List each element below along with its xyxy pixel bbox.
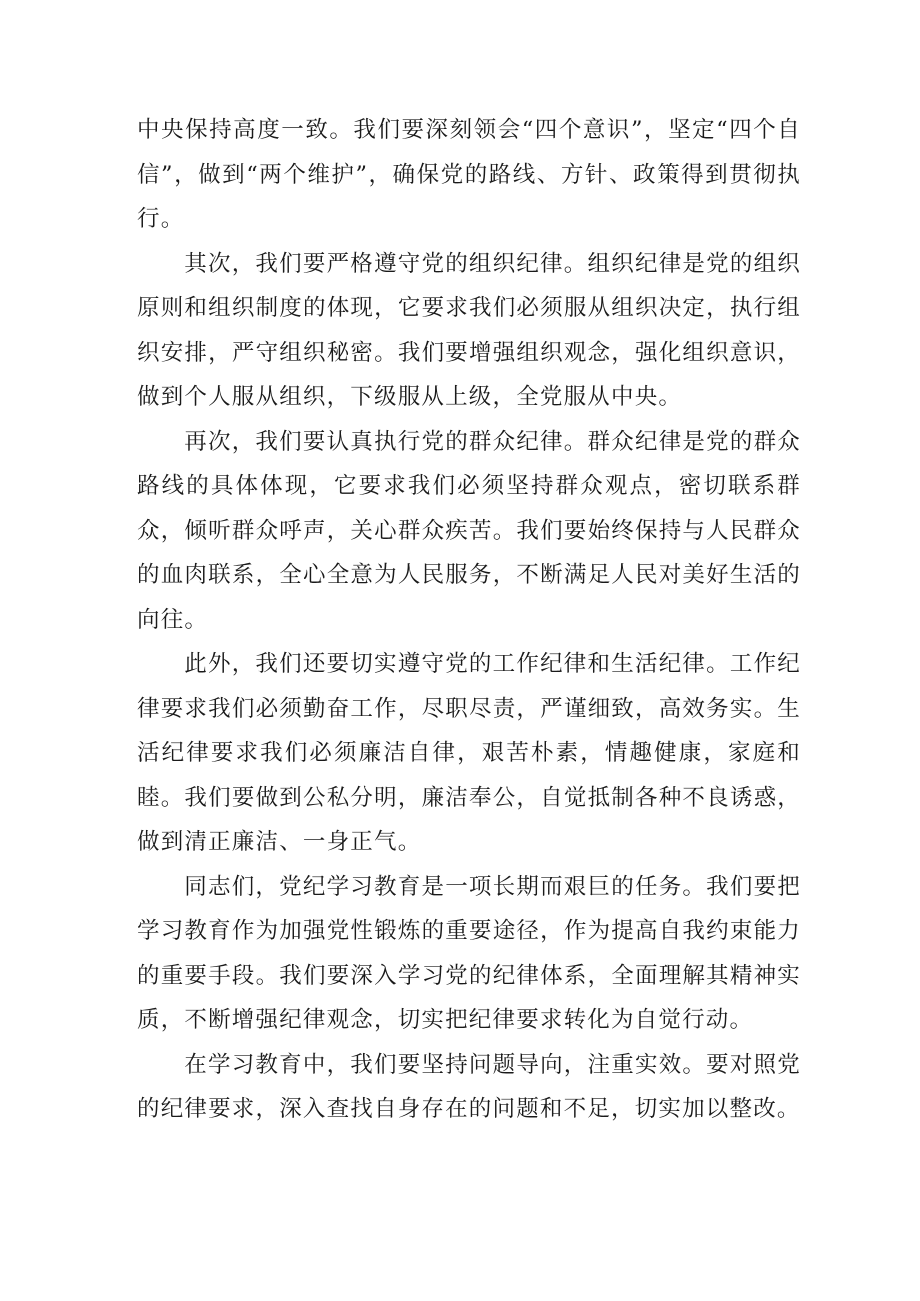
paragraph-continuation: 中央保持高度一致。我们要深刻领会“四个意识”，坚定“四个自信”，做到“两个维护”，确保党的路线、方针、政策得到贯彻执行。 bbox=[137, 117, 801, 232]
document-body bbox=[137, 108, 801, 1132]
paragraph-problem-orientation: 在学习教育中，我们要坚持问题导向，注重实效。要对照党的纪律要求，深入查找自身存在的问题和不足，切实加以整改。 bbox=[137, 1051, 801, 1122]
paragraph-work-life-discipline: 此外，我们还要切实遵守党的工作纪律和生活纪律。工作纪律要求我们必须勤奋工作，尽职尽责，严谨细致，高效务实。生活纪律要求我们必须廉洁自律，艰苦朴素，情趣健康，家庭和睦。我们要做到公私分明，廉洁奉公，自觉抵制各种不良诱惑，做到清正廉洁、一身正气。 bbox=[137, 651, 801, 855]
paragraph-organizational-discipline: 其次，我们要严格遵守党的组织纪律。组织纪律是党的组织原则和组织制度的体现，它要求我们必须服从组织决定，执行组织安排，严守组织秘密。我们要增强组织观念，强化组织意识，做到个人服从组织，下级服从上级，全党服从中央。 bbox=[137, 250, 801, 410]
paragraph-study-education: 同志们，党纪学习教育是一项长期而艰巨的任务。我们要把学习教育作为加强党性锻炼的重要途径，作为提高自我约束能力的重要手段。我们要深入学习党的纪律体系，全面理解其精神实质，不断增强纪律观念，切实把纪律要求转化为自觉行动。 bbox=[137, 873, 801, 1033]
paragraph-mass-discipline: 再次，我们要认真执行党的群众纪律。群众纪律是党的群众路线的具体体现，它要求我们必须坚持群众观点，密切联系群众，倾听群众呼声，关心群众疾苦。我们要始终保持与人民群众的血肉联系，全心全意为人民服务，不断满足人民对美好生活的向往。 bbox=[137, 428, 801, 633]
